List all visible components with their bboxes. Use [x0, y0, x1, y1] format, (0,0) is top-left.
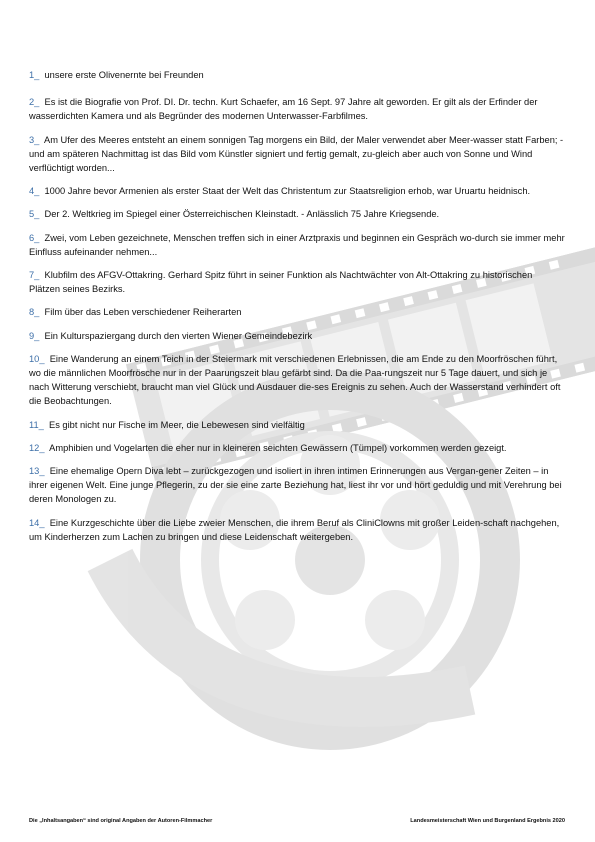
item-number: 11_: [29, 419, 44, 430]
list-item: [29, 184, 565, 198]
item-text: Eine Wanderung an einem Teich in der Steiermark mit verschiedenen Erlebnissen, die am Ende zu den Moorfröschen führt, wo die männlichen Moorfrösche nur in der Paarungszeit blau gefärbt sind. Da die Paa-rungszeit nur 5 Tage dauert, und sich je nach Witterung verschiebt, braucht man viel Glück und Ausdauer die-ses Ereignis zu sehen. Auch der Wasserstand verhindert oft die Beobachtungen.: [29, 353, 561, 407]
item-number: 7_: [29, 270, 40, 281]
list-item: [29, 305, 565, 319]
item-number: 6_: [29, 232, 40, 243]
item-number: 4_: [29, 186, 40, 197]
item-number: 1_: [29, 70, 40, 80]
item-number: 12_: [29, 442, 45, 453]
item-text: Ein Kulturspaziergang durch den vierten Wiener Gemeindebezirk: [44, 330, 313, 341]
item-number: 9_: [29, 330, 40, 341]
item-number: 14_: [29, 517, 45, 528]
item-text: Zwei, vom Leben gezeichnete, Menschen treffen sich in einer Arztpraxis und beginnen ein Gespräch wo-durch sie immer mehr Einfluss aufeinander nehmen...: [29, 232, 565, 257]
item-text: Eine Kurzgeschichte über die Liebe zweier Menschen, die ihrem Beruf als CliniClowns mit großer Leiden-schaft nachgehen, um Kinderherzen zum Lachen zu bringen und diese Leidenschaft weitergeben.: [29, 517, 560, 542]
item-text: Klubfilm des AFGV-Ottakring. Gerhard Spitz führt in seiner Funktion als Nachtwächter von Alt-Ottakring zu historischen Plätzen seines Bezirks.: [29, 270, 533, 295]
item-text: Film über das Leben verschiedener Reiherarten: [44, 307, 242, 318]
list-item: [29, 352, 565, 409]
list-item: [29, 95, 565, 123]
list-item: [29, 268, 565, 296]
item-number: 13_: [29, 466, 45, 477]
item-text: Eine ehemalige Opern Diva lebt – zurückgezogen und isoliert in ihren intimen Erinnerungen aus Vergan-gener Zeiten – in ihrer eigenen Welt. Eine junge Pflegerin, zu der sie eine zarte Beziehung hat, liest ihr vor und hört geduldig und mit Verehrung bei deren Monologen zu.: [29, 466, 562, 505]
item-number: 5_: [29, 209, 40, 220]
item-text: 1000 Jahre bevor Armenien als erster Staat der Welt das Christentum zur Staatsreligion erhob, war Uruartu heidnisch.: [44, 186, 531, 197]
synopsis-list: [29, 68, 565, 553]
item-number: 2_: [29, 97, 40, 108]
item-number: 10_: [29, 353, 45, 364]
footer-event: Landesmeisterschaft Wien und Burgenland Ergebnis 2020: [410, 818, 565, 824]
item-number: 8_: [29, 307, 40, 318]
item-text: unsere erste Olivenernte bei Freunden: [44, 70, 204, 80]
list-item: [29, 68, 565, 82]
list-item: [29, 516, 565, 544]
list-item: [29, 418, 565, 432]
item-text: Amphibien und Vogelarten die eher nur in kleineren seichten Gewässern (Tümpel) vorkommen werden gezeigt.: [49, 442, 507, 453]
item-text: Es ist die Biografie von Prof. DI. Dr. techn. Kurt Schaefer, am 16 Sept. 97 Jahre alt geworden. Er gilt als der Erfinder der wasserdichten Kamera und als Begründer des modernen Unterwasser-Farbfilmes.: [29, 97, 538, 122]
list-item: [29, 133, 565, 176]
item-number: 3_: [29, 134, 40, 145]
list-item: [29, 329, 565, 343]
item-text: Der 2. Weltkrieg im Spiegel einer Österreichischen Kleinstadt. - Anlässlich 75 Jahre Kriegsende.: [44, 209, 440, 220]
item-text: Es gibt nicht nur Fische im Meer, die Lebewesen sind vielfältig: [49, 419, 305, 430]
list-item: [29, 207, 565, 221]
item-text: Am Ufer des Meeres entsteht an einem sonnigen Tag morgens ein Bild, der Maler verwendet aber Meer-wasser statt Farben; - und am späteren Nachmittag ist das Bild vom Künstler signiert und fertig gemalt, zu-gleich aber auch von Sonne und Wind verflüchtigt worden...: [29, 134, 564, 174]
list-item: [29, 231, 565, 259]
list-item: [29, 441, 565, 455]
list-item: [29, 464, 565, 507]
footer-note: Die „Inhaltsangaben“ sind original Angaben der Autoren-Filmmacher: [29, 818, 213, 824]
